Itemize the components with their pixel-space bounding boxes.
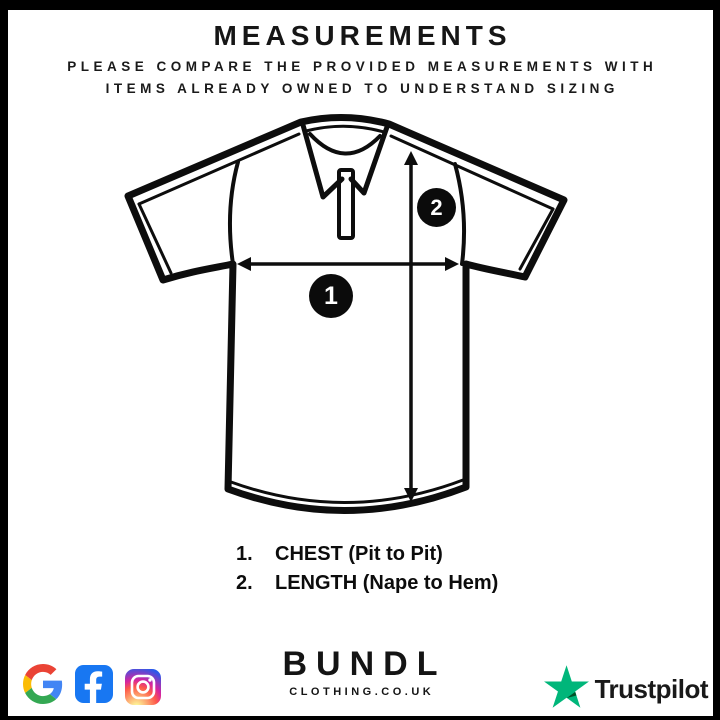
brand-name: BUNDL bbox=[282, 645, 447, 683]
legend-label: LENGTH (Nape to Hem) bbox=[275, 571, 499, 594]
legend-number: 1. bbox=[236, 543, 253, 565]
subtitle-line-2: ITEMS ALREADY OWNED TO UNDERSTAND SIZING bbox=[105, 81, 619, 96]
legend-item-chest bbox=[236, 540, 498, 569]
trustpilot-logo bbox=[544, 665, 708, 713]
legend-number: 2. bbox=[236, 571, 253, 594]
brand-domain: CLOTHING.CO.UK bbox=[289, 686, 435, 698]
length-measure-badge bbox=[417, 188, 456, 227]
trustpilot-star-icon bbox=[544, 665, 589, 713]
trustpilot-label: Trustpilot bbox=[594, 673, 708, 704]
chest-measure-number: 1 bbox=[324, 281, 338, 310]
page-title: MEASUREMENTS bbox=[213, 20, 512, 51]
subtitle-line-1: PLEASE COMPARE THE PROVIDED MEASUREMENTS WITH bbox=[67, 59, 658, 74]
measurement-legend bbox=[236, 540, 498, 597]
legend-label: CHEST (Pit to Pit) bbox=[275, 543, 443, 565]
length-measure-number: 2 bbox=[430, 194, 443, 220]
legend-item-length bbox=[236, 569, 498, 598]
chest-measure-badge bbox=[309, 274, 353, 318]
